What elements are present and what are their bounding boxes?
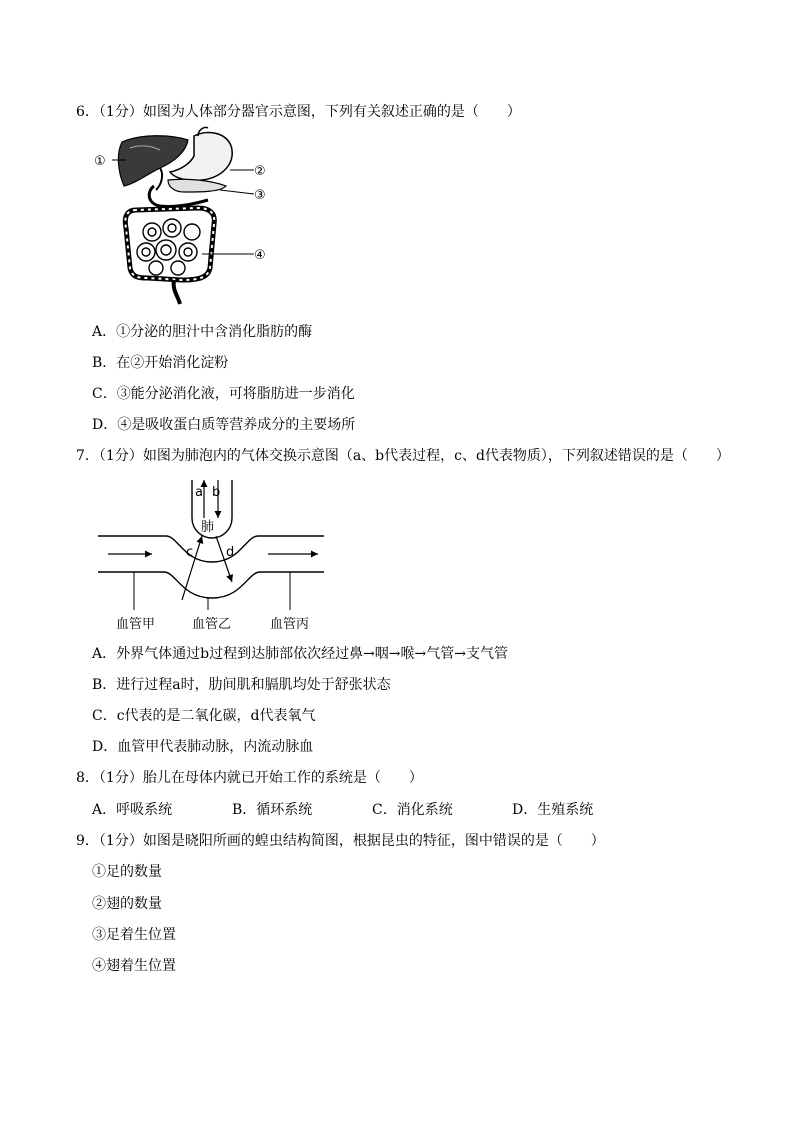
- label-a: a: [195, 485, 203, 500]
- label-vessel-2: 血管乙: [192, 617, 232, 632]
- q8-option-d: D．生殖系统: [512, 802, 594, 818]
- label-lung: 肺: [201, 520, 215, 535]
- q6-stem: 6．（1分）如图为人体部分器官示意图，下列有关叙述正确的是（ ）: [76, 104, 521, 120]
- figure-label-1: ①: [94, 154, 106, 169]
- q7-option-b: B．进行过程a时，肋间肌和膈肌均处于舒张状态: [92, 677, 391, 693]
- q6-option-d: D．④是吸收蛋白质等营养成分的主要场所: [92, 417, 356, 433]
- label-vessel-1: 血管甲: [116, 617, 156, 632]
- q7-option-c: C．c代表的是二氧化碳，d代表氧气: [92, 708, 316, 724]
- label-d: d: [226, 545, 235, 560]
- figure-label-2: ②: [254, 164, 266, 179]
- q8-option-b: B．循环系统: [232, 802, 313, 818]
- digestive-system-figure: [90, 128, 280, 310]
- q9-item-3: ③足着生位置: [92, 927, 176, 943]
- q6-option-b: B．在②开始消化淀粉: [92, 355, 229, 371]
- q9-stem: 9．（1分）如图是晓阳所画的蝗虫结构简图，根据昆虫的特征，图中错误的是（ ）: [76, 833, 605, 849]
- figure-label-3: ③: [254, 188, 266, 203]
- label-c: c: [186, 545, 194, 560]
- q8-option-a: A．呼吸系统: [92, 802, 173, 818]
- q6-option-c: C．③能分泌消化液，可将脂肪进一步消化: [92, 386, 355, 402]
- q8-option-c: C．消化系统: [372, 802, 453, 818]
- label-b: b: [212, 485, 221, 500]
- q7-stem: 7．（1分）如图为肺泡内的气体交换示意图（a、b代表过程，c、d代表物质），下列叙述错误的是（ ）: [76, 448, 730, 464]
- q9-item-1: ①足的数量: [92, 864, 162, 880]
- q9-item-2: ②翅的数量: [92, 896, 162, 912]
- q8-options-row: [92, 799, 652, 819]
- q7-option-a: A．外界气体通过b过程到达肺部依次经过鼻→咽→喉→气管→支气管: [92, 646, 508, 662]
- alveolus-gas-exchange-figure: [96, 476, 336, 636]
- q7-option-d: D．血管甲代表肺动脉，内流动脉血: [92, 739, 314, 755]
- label-vessel-3: 血管丙: [270, 617, 310, 632]
- q8-stem: 8．（1分）胎儿在母体内就已开始工作的系统是（ ）: [76, 770, 423, 786]
- q6-option-a: A．①分泌的胆汁中含消化脂肪的酶: [92, 324, 313, 340]
- q9-item-4: ④翅着生位置: [92, 958, 176, 974]
- figure-label-4: ④: [254, 248, 266, 263]
